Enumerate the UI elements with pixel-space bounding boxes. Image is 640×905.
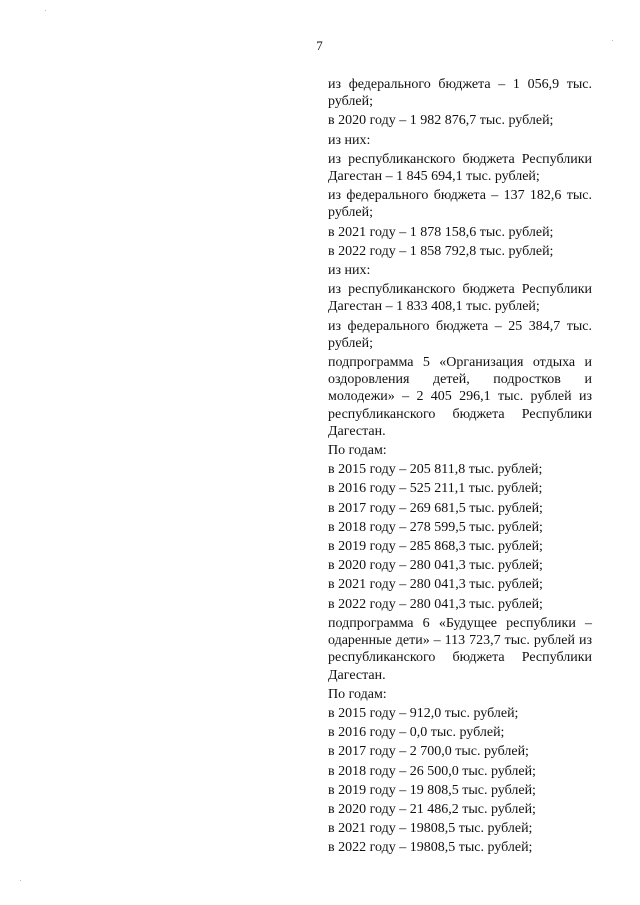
text-paragraph: По годам: [328,443,387,459]
text-paragraph: в 2021 году – 1 878 158,6 тыс. рублей; [328,224,554,240]
text-paragraph: в 2018 году – 278 599,5 тыс. рублей; [328,519,543,535]
text-paragraph: По годам: [328,686,387,702]
text-paragraph: в 2020 году – 21 486,2 тыс. рублей; [328,801,536,817]
text-paragraph: в 2020 году – 280 041,3 тыс. рублей; [328,558,543,574]
text-paragraph: в 2017 году – 269 681,5 тыс. рублей; [328,500,543,516]
text-paragraph: в 2018 году – 26 500,0 тыс. рублей; [328,763,536,779]
text-paragraph: из них: [328,263,371,279]
text-paragraph: подпрограмма 6 «Будущее республики – одаренные дети» – 113 723,7 тыс. рублей из республиканского бюджета Республики Дагестан. [328,615,592,683]
document-body [328,76,592,857]
text-paragraph: в 2020 году – 1 982 876,7 тыс. рублей; [328,113,554,129]
text-paragraph: в 2021 году – 19808,5 тыс. рублей; [328,821,533,837]
text-paragraph: из республиканского бюджета Республики Дагестан – 1 833 408,1 тыс. рублей; [328,282,592,315]
text-paragraph: в 2021 году – 280 041,3 тыс. рублей; [328,577,543,593]
text-paragraph: из республиканского бюджета Республики Дагестан – 1 845 694,1 тыс. рублей; [328,151,592,185]
text-paragraph: в 2015 году – 912,0 тыс. рублей; [328,705,519,721]
text-paragraph: из федерального бюджета – 1 056,9 тыс. рублей; [328,77,592,110]
text-paragraph: в 2022 году – 19808,5 тыс. рублей; [328,840,533,856]
text-paragraph: подпрограмма 5 «Организация отдыха и оздоровления детей, подростков и молодежи» – 2 405 296,1 тыс. рублей из республиканского бюджета Республики Дагестан. [328,355,592,439]
text-paragraph: в 2015 году – 205 811,8 тыс. рублей; [328,462,543,478]
text-paragraph: в 2022 году – 280 041,3 тыс. рублей; [328,596,543,612]
scan-speck [20,880,21,881]
text-paragraph: из федерального бюджета – 25 384,7 тыс. рублей; [328,318,592,351]
text-paragraph: в 2019 году – 285 868,3 тыс. рублей; [328,539,543,555]
text-paragraph: из федерального бюджета – 137 182,6 тыс. рублей; [328,188,592,221]
page-number: 7 [316,38,324,53]
scan-speck [45,10,46,11]
text-paragraph: из них: [328,132,371,148]
text-paragraph: в 2017 году – 2 700,0 тыс. рублей; [328,744,529,760]
scan-speck [612,40,613,41]
text-paragraph: в 2016 году – 525 211,1 тыс. рублей; [328,481,543,497]
text-paragraph: в 2016 году – 0,0 тыс. рублей; [328,725,505,741]
text-paragraph: в 2022 году – 1 858 792,8 тыс. рублей; [328,243,554,259]
text-paragraph: в 2019 году – 19 808,5 тыс. рублей; [328,782,536,798]
